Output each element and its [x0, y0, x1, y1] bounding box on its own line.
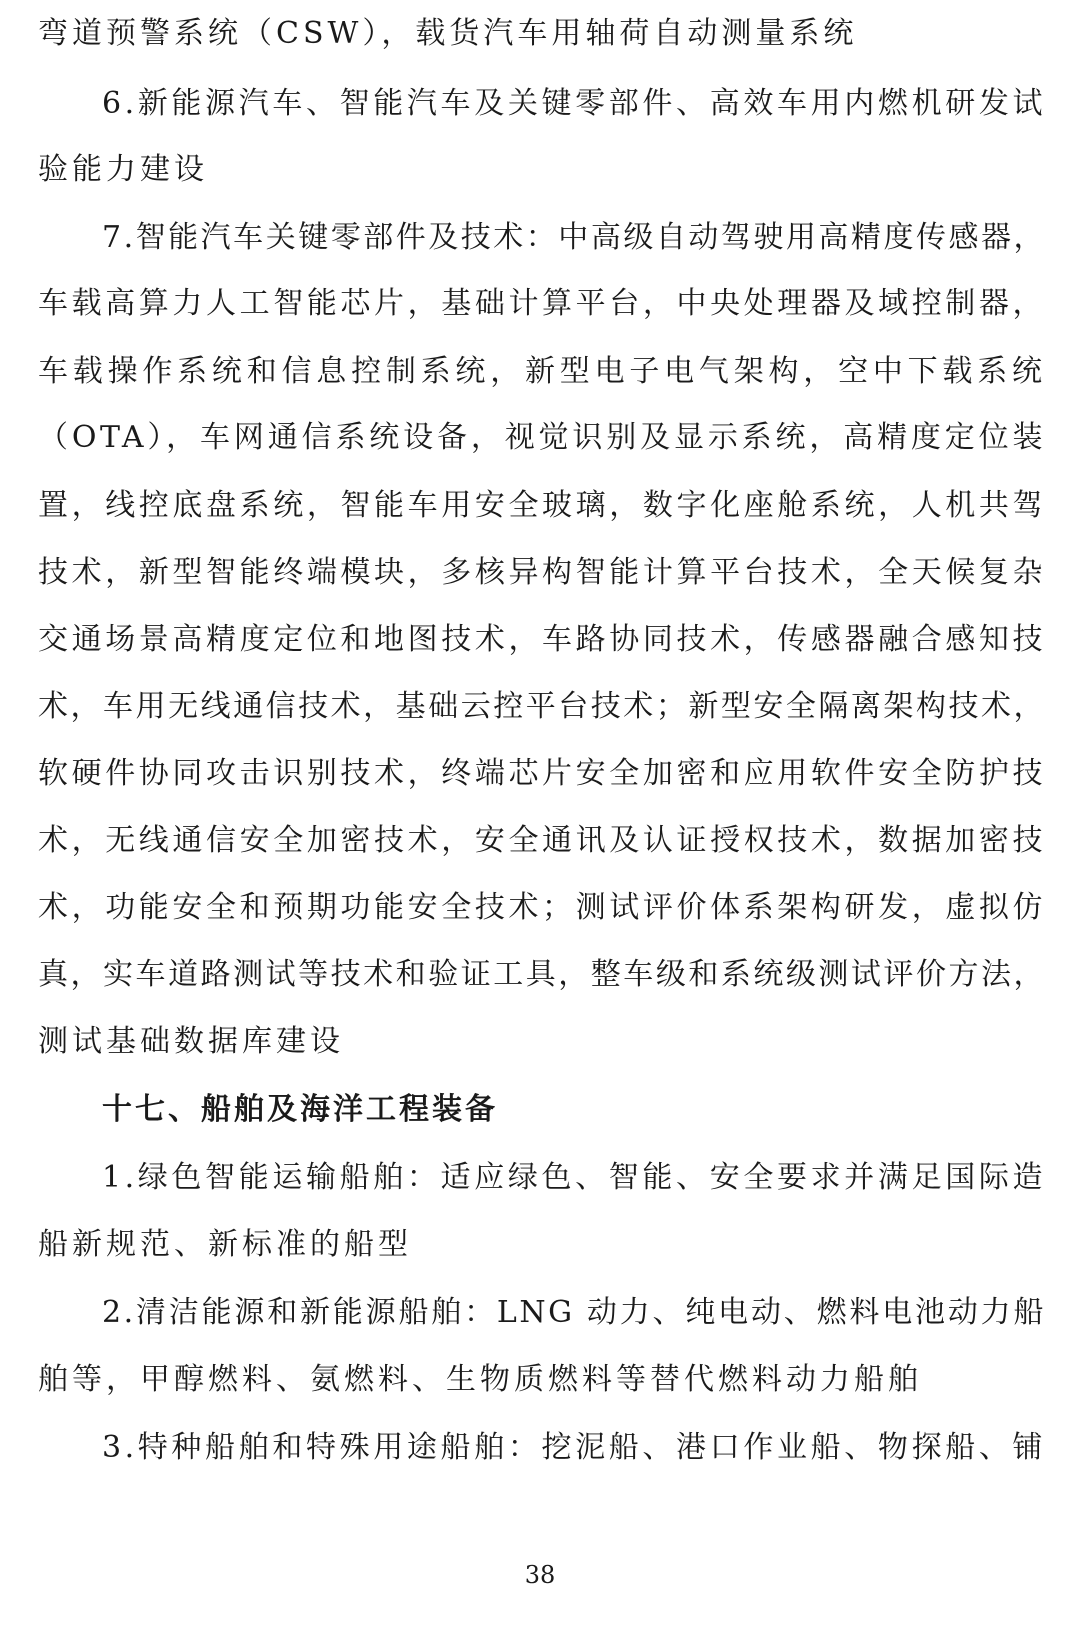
text-line: 2.清洁能源和新能源船舶：LNG 动力、纯电动、燃料电池动力船	[102, 1295, 1046, 1330]
text-line: 车载操作系统和信息控制系统，新型电子电气架构，空中下载系统	[38, 354, 1046, 389]
text-line: 置，线控底盘系统，智能车用安全玻璃，数字化座舱系统，人机共驾	[38, 488, 1046, 523]
text-line: （OTA），车网通信系统设备，视觉识别及显示系统，高精度定位装	[38, 420, 1046, 455]
text-line: 1.绿色智能运输船舶：适应绿色、智能、安全要求并满足国际造	[102, 1160, 1046, 1195]
text-line: 6.新能源汽车、智能汽车及关键零部件、高效车用内燃机研发试	[102, 86, 1046, 121]
text-line: 弯道预警系统（CSW），载货汽车用轴荷自动测量系统	[38, 16, 858, 51]
section-heading: 十七、船舶及海洋工程装备	[102, 1092, 498, 1127]
text-line: 3.特种船舶和特殊用途船舶：挖泥船、港口作业船、物探船、铺	[102, 1430, 1046, 1465]
text-line: 7.智能汽车关键零部件及技术：中高级自动驾驶用高精度传感器，	[102, 220, 1046, 255]
text-line: 术，功能安全和预期功能安全技术；测试评价体系架构研发，虚拟仿	[38, 890, 1046, 925]
text-line: 舶等，甲醇燃料、氨燃料、生物质燃料等替代燃料动力船舶	[38, 1362, 922, 1397]
page-number: 38	[524, 1561, 556, 1589]
text-line: 测试基础数据库建设	[38, 1024, 344, 1059]
text-line: 软硬件协同攻击识别技术，终端芯片安全加密和应用软件安全防护技	[38, 756, 1046, 791]
text-line: 术，无线通信安全加密技术，安全通讯及认证授权技术，数据加密技	[38, 823, 1046, 858]
text-line: 术，车用无线通信技术，基础云控平台技术；新型安全隔离架构技术，	[38, 689, 1046, 724]
text-line: 交通场景高精度定位和地图技术，车路协同技术，传感器融合感知技	[38, 622, 1046, 657]
text-line: 车载高算力人工智能芯片，基础计算平台，中央处理器及域控制器，	[38, 286, 1046, 321]
text-line: 技术，新型智能终端模块，多核异构智能计算平台技术，全天候复杂	[38, 555, 1046, 590]
text-line: 验能力建设	[38, 152, 208, 187]
text-line: 船新规范、新标准的船型	[38, 1227, 412, 1262]
text-line: 真，实车道路测试等技术和验证工具，整车级和系统级测试评价方法，	[38, 957, 1046, 992]
